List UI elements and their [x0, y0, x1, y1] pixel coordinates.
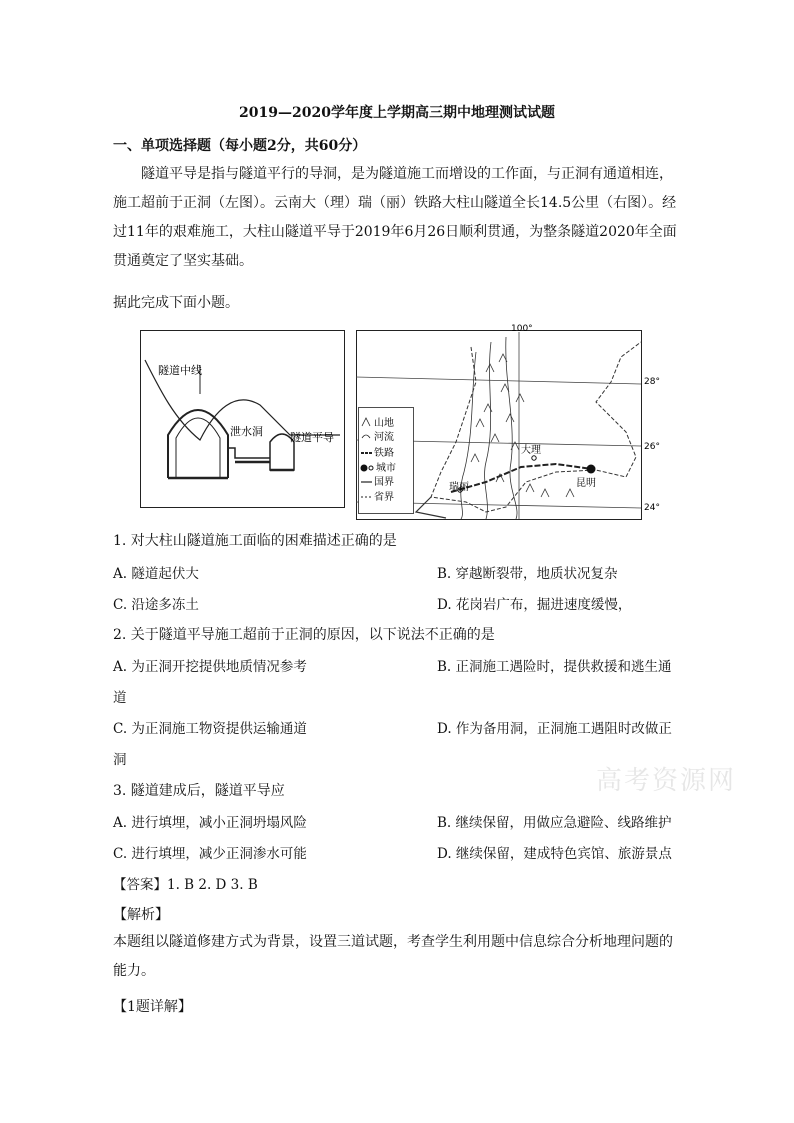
- tunnel-section-figure: [140, 330, 345, 508]
- q2-option-d-cont: 洞: [113, 752, 127, 768]
- city-dali: 大理: [521, 445, 541, 456]
- q3-option-a: A. 进行填埋，减小正洞坍塌风险: [113, 815, 307, 831]
- label-pilot: 隧道平导: [290, 431, 334, 444]
- section-heading: 一、单项选择题（每小题2分，共60分）: [113, 138, 367, 154]
- lat-26: 26°: [644, 442, 660, 452]
- q2-option-a: A. 为正洞开挖提供地质情况参考: [113, 659, 307, 675]
- yunnan-map: [356, 322, 680, 520]
- q1-option-d: D. 花岗岩广布，掘进速度缓慢，: [437, 597, 632, 613]
- q3-option-b: B. 继续保留，用做应急避险、线路维护: [437, 815, 672, 831]
- q2-option-d: D. 作为备用洞，正洞施工遇阻时改做正: [437, 721, 672, 737]
- answer-line: 【答案】1. B 2. D 3. B: [113, 877, 258, 893]
- question-3-stem: 3. 隧道建成后，隧道平导应: [113, 783, 285, 799]
- q2-option-b: B. 正洞施工遇险时，提供救援和逃生通: [437, 659, 672, 675]
- lat-24: 24°: [644, 503, 660, 513]
- analysis-text: 本题组以隧道修建方式为背景，设置三道试题，考查学生利用题中信息综合分析地理问题的能力。: [113, 934, 673, 979]
- watermark: 高考资源网: [596, 766, 737, 796]
- q3-option-d: D. 继续保留，建成特色宾馆、旅游景点: [437, 846, 672, 862]
- legend-label: 省界: [374, 492, 394, 503]
- legend-label: 山地: [374, 418, 394, 429]
- analysis-heading: 【解析】: [113, 907, 169, 923]
- city-ruili: 瑞丽: [449, 482, 469, 493]
- detail-heading: 【1题详解】: [113, 999, 192, 1015]
- q1-option-c: C. 沿途多冻土: [113, 597, 199, 613]
- kunming-dot: [587, 465, 596, 474]
- label-centerline: 隧道中线: [158, 364, 202, 377]
- legend-city-icon: [361, 465, 368, 472]
- q3-option-c: C. 进行填埋，减少正洞渗水可能: [113, 846, 307, 862]
- q2-option-b-cont: 道: [113, 690, 127, 706]
- intro-paragraph: 隧道平导是指与隧道平行的导洞，是为隧道施工而增设的工作面，与正洞有通道相连，施工超前于正洞（左图）。云南大（理）瑞（丽）铁路大柱山隧道全长14.5公里（右图）。经过11年的艰难施工，大柱山隧道平导于2019年6月26日顺利贯通，为整条隧道2020年全面贯通奠定了坚实基础。: [113, 166, 677, 269]
- legend-label: 城市: [376, 463, 396, 474]
- legend-label: 河流: [374, 432, 394, 443]
- question-1-stem: 1. 对大柱山隧道施工面临的困难描述正确的是: [113, 533, 397, 549]
- legend-label: 国界: [374, 477, 394, 488]
- q1-option-b: B. 穿越断裂带，地质状况复杂: [437, 566, 618, 582]
- legend-label: 铁路: [374, 448, 394, 459]
- city-kunming: 昆明: [576, 478, 596, 489]
- lat-28: 28°: [644, 377, 660, 387]
- instruction-text: 据此完成下面小题。: [113, 295, 239, 311]
- lon-label: 100°: [511, 324, 533, 334]
- q1-option-a: A. 隧道起伏大: [113, 566, 199, 582]
- label-drain: 泄水洞: [230, 425, 263, 438]
- q2-option-c: C. 为正洞施工物资提供运输通道: [113, 721, 307, 737]
- page-title: 2019—2020学年度上学期高三期中地理测试试题: [239, 105, 555, 121]
- question-2-stem: 2. 关于隧道平导施工超前于正洞的原因，以下说法不正确的是: [113, 627, 495, 643]
